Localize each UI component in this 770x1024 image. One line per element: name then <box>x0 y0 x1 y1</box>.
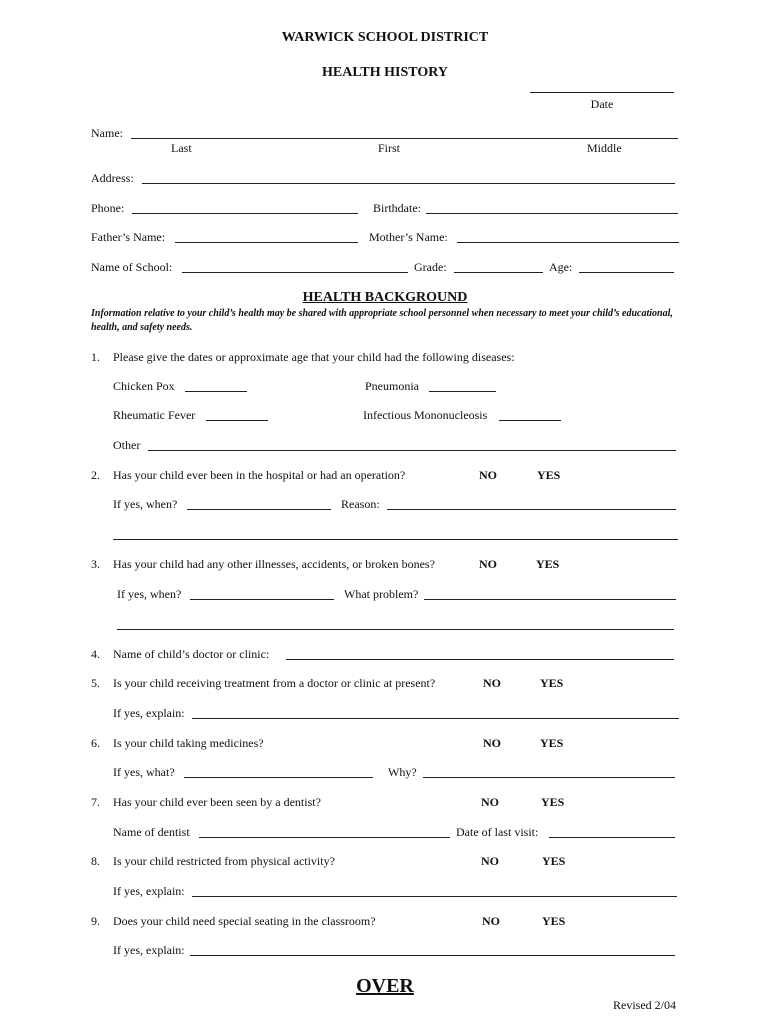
q7-text: Has your child ever been seen by a dentist? <box>113 795 321 809</box>
phone-field[interactable] <box>132 213 358 214</box>
q9-text: Does your child need special seating in the classroom? <box>113 914 376 928</box>
q8-explain-label: If yes, explain: <box>113 884 185 898</box>
q9-explain-label: If yes, explain: <box>113 943 185 957</box>
q6-text: Is your child taking medicines? <box>113 736 264 750</box>
grade-label: Grade: <box>414 260 447 274</box>
father-field[interactable] <box>175 242 358 243</box>
age-field[interactable] <box>579 272 674 273</box>
address-field[interactable] <box>142 183 675 184</box>
q3-no-option[interactable]: NO <box>479 557 497 571</box>
q2-when-field[interactable] <box>187 509 331 510</box>
q4-text: Name of child’s doctor or clinic: <box>113 647 270 661</box>
q8-number: 8. <box>91 854 100 868</box>
q2-reason-field[interactable] <box>387 509 676 510</box>
school-label: Name of School: <box>91 260 173 274</box>
revision-label: Revised 2/04 <box>613 998 676 1012</box>
q7-number: 7. <box>91 795 100 809</box>
q6-what-field[interactable] <box>184 777 373 778</box>
q3-problem-field-continued[interactable] <box>117 629 674 630</box>
q8-explain-field[interactable] <box>192 896 677 897</box>
last-visit-label: Date of last visit: <box>456 825 539 839</box>
doctor-field[interactable] <box>286 659 674 660</box>
father-label: Father’s Name: <box>91 230 166 244</box>
q8-text: Is your child restricted from physical activity? <box>113 854 335 868</box>
birthdate-field[interactable] <box>426 213 678 214</box>
q5-yes-option[interactable]: YES <box>540 676 564 690</box>
name-part-first: First <box>378 141 401 155</box>
mono-label: Infectious Mononucleosis <box>363 408 488 422</box>
chicken-pox-field[interactable] <box>185 391 247 392</box>
privacy-note: Information relative to your child’s health may be shared with appropriate school personnel when necessary to meet your child’s educational, health, and safety needs. <box>91 308 673 333</box>
q5-text: Is your child receiving treatment from a doctor or clinic at present? <box>113 676 436 690</box>
form-title: HEALTH HISTORY <box>322 65 448 80</box>
q5-explain-label: If yes, explain: <box>113 706 185 720</box>
q6-why-label: Why? <box>388 765 417 779</box>
q3-text: Has your child had any other illnesses, accidents, or broken bones? <box>113 557 435 571</box>
pneumonia-field[interactable] <box>429 391 496 392</box>
q3-number: 3. <box>91 557 100 571</box>
q2-text: Has your child ever been in the hospital or had an operation? <box>113 468 406 482</box>
q3-yes-option[interactable]: YES <box>536 557 560 571</box>
q7-no-option[interactable]: NO <box>481 795 499 809</box>
q5-no-option[interactable]: NO <box>483 676 501 690</box>
health-background-heading: HEALTH BACKGROUND <box>302 290 468 305</box>
q3-problem-field[interactable] <box>424 599 676 600</box>
q8-no-option[interactable]: NO <box>481 854 499 868</box>
q2-yes-option[interactable]: YES <box>537 468 561 482</box>
other-label: Other <box>113 438 141 452</box>
name-part-middle: Middle <box>587 141 622 155</box>
q6-number: 6. <box>91 736 100 750</box>
q2-reason-field-continued[interactable] <box>113 539 678 540</box>
date-label: Date <box>590 97 614 111</box>
name-part-last: Last <box>171 141 192 155</box>
birthdate-label: Birthdate: <box>373 201 421 215</box>
q8-yes-option[interactable]: YES <box>542 854 566 868</box>
q1-text: Please give the dates or approximate age that your child had the following diseases: <box>113 350 515 364</box>
q9-number: 9. <box>91 914 100 928</box>
last-visit-field[interactable] <box>549 837 675 838</box>
q3-when-label: If yes, when? <box>117 587 182 601</box>
mother-field[interactable] <box>457 242 679 243</box>
q5-number: 5. <box>91 676 100 690</box>
q9-explain-field[interactable] <box>190 955 675 956</box>
name-label: Name: <box>91 126 123 140</box>
dentist-label: Name of dentist <box>113 825 190 839</box>
q2-when-label: If yes, when? <box>113 497 178 511</box>
address-label: Address: <box>91 171 134 185</box>
rheumatic-fever-field[interactable] <box>206 420 268 421</box>
q5-explain-field[interactable] <box>192 718 679 719</box>
q7-yes-option[interactable]: YES <box>541 795 565 809</box>
chicken-pox-label: Chicken Pox <box>113 379 175 393</box>
name-field[interactable] <box>131 138 678 139</box>
rheumatic-fever-label: Rheumatic Fever <box>113 408 196 422</box>
q3-problem-label: What problem? <box>344 587 419 601</box>
q2-no-option[interactable]: NO <box>479 468 497 482</box>
q6-no-option[interactable]: NO <box>483 736 501 750</box>
q3-when-field[interactable] <box>190 599 334 600</box>
dentist-field[interactable] <box>199 837 450 838</box>
q6-why-field[interactable] <box>423 777 675 778</box>
q6-yes-option[interactable]: YES <box>540 736 564 750</box>
phone-label: Phone: <box>91 201 125 215</box>
q2-reason-label: Reason: <box>341 497 380 511</box>
pneumonia-label: Pneumonia <box>365 379 419 393</box>
district-title: WARWICK SCHOOL DISTRICT <box>281 30 489 45</box>
grade-field[interactable] <box>454 272 543 273</box>
q9-no-option[interactable]: NO <box>482 914 500 928</box>
over-label: OVER <box>356 975 414 997</box>
q4-number: 4. <box>91 647 100 661</box>
mother-label: Mother’s Name: <box>369 230 448 244</box>
q9-yes-option[interactable]: YES <box>542 914 566 928</box>
other-field[interactable] <box>148 450 676 451</box>
age-label: Age: <box>549 260 573 274</box>
school-field[interactable] <box>182 272 408 273</box>
mono-field[interactable] <box>499 420 561 421</box>
date-field[interactable] <box>530 92 674 93</box>
q1-number: 1. <box>91 350 100 364</box>
q2-number: 2. <box>91 468 100 482</box>
q6-what-label: If yes, what? <box>113 765 175 779</box>
